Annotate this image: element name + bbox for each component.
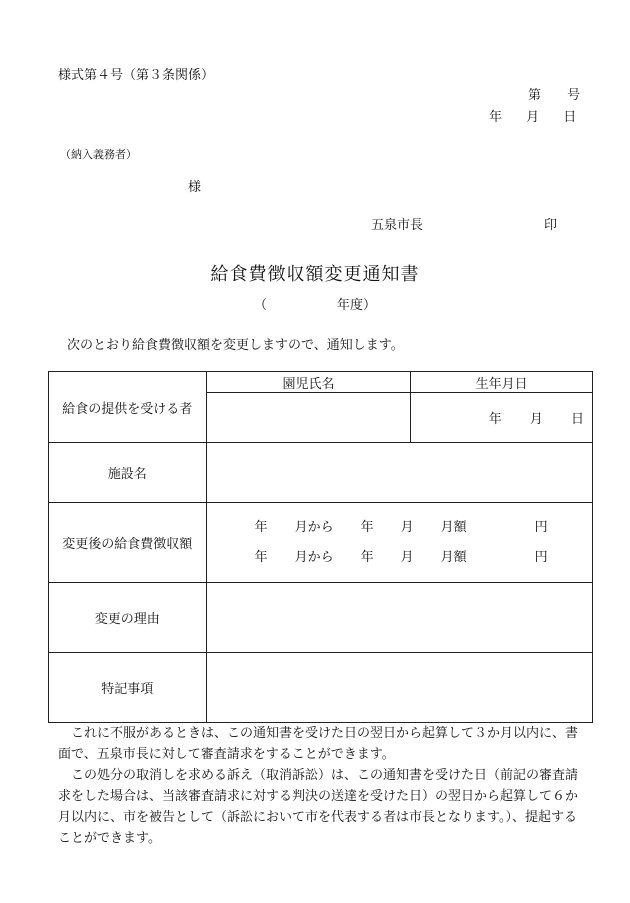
reason-field[interactable]	[206, 583, 592, 653]
amount-to-month: 月	[400, 549, 414, 565]
lawsuit-paragraph: この処分の取消しを求める訴え（取消訴訟）は、この通知書を受けた日（前記の審査請求をした場合は、当該審査請求に対する判決の送達を受けた日）の翌日から起算して６か月以内に、市を被告として（訴訟において市を代表する者は市長となります。）、提起することができます。	[58, 768, 579, 846]
amount-monthly: 月額	[440, 549, 467, 565]
amount-field[interactable]	[206, 503, 592, 583]
intro-text: 次のとおり給食費徴収額を変更しますので、通知します。	[67, 338, 404, 353]
amount-row	[207, 513, 592, 543]
amount-to-month: 月	[400, 519, 414, 535]
appeal-notice	[58, 723, 588, 849]
amount-to-year: 年	[360, 519, 374, 535]
amount-from-month: 月から	[294, 549, 334, 565]
birthdate-value: 年 月 日	[488, 412, 584, 427]
recipient-label: 給食の提供を受ける者	[49, 372, 207, 443]
facility-label: 施設名	[49, 443, 207, 503]
fiscal-year	[0, 294, 630, 313]
amount-from-year: 年	[254, 519, 268, 535]
facility-field[interactable]	[206, 443, 592, 503]
notice-table	[48, 371, 593, 723]
amount-monthly: 月額	[440, 519, 467, 535]
form-number: 様式第４号（第３条関係）	[58, 68, 215, 83]
notes-field[interactable]	[206, 653, 592, 723]
amount-label: 変更後の給食費徴収額	[49, 503, 207, 583]
amount-yen: 円	[534, 549, 548, 565]
issue-date: 年 月 日	[489, 110, 577, 125]
mayor-title: 五泉市長	[371, 218, 424, 233]
amount-row	[207, 543, 592, 573]
child-name-header: 園児氏名	[206, 372, 411, 393]
birthdate-header: 生年月日	[411, 372, 593, 393]
fiscal-year-open: （	[253, 298, 267, 313]
fiscal-year-label: 年度）	[337, 298, 377, 313]
notes-label: 特記事項	[49, 653, 207, 723]
document-number: 第 号	[528, 88, 581, 103]
amount-from-month: 月から	[294, 519, 334, 535]
honorific: 様	[188, 180, 202, 195]
amount-yen: 円	[534, 519, 548, 535]
child-name-field[interactable]	[206, 393, 411, 443]
payer-label: （納入義務者）	[60, 148, 137, 161]
appeal-paragraph: これに不服があるときは、この通知書を受けた日の翌日から起算して３か月以内に、書面で、五泉市長に対して審査請求をすることができます。	[58, 726, 579, 762]
document-title: 給食費徴収額変更通知書	[210, 264, 420, 285]
reason-label: 変更の理由	[49, 583, 207, 653]
birthdate-field[interactable]	[411, 393, 593, 443]
seal-mark: 印	[544, 218, 558, 233]
amount-from-year: 年	[254, 549, 268, 565]
amount-to-year: 年	[360, 549, 374, 565]
